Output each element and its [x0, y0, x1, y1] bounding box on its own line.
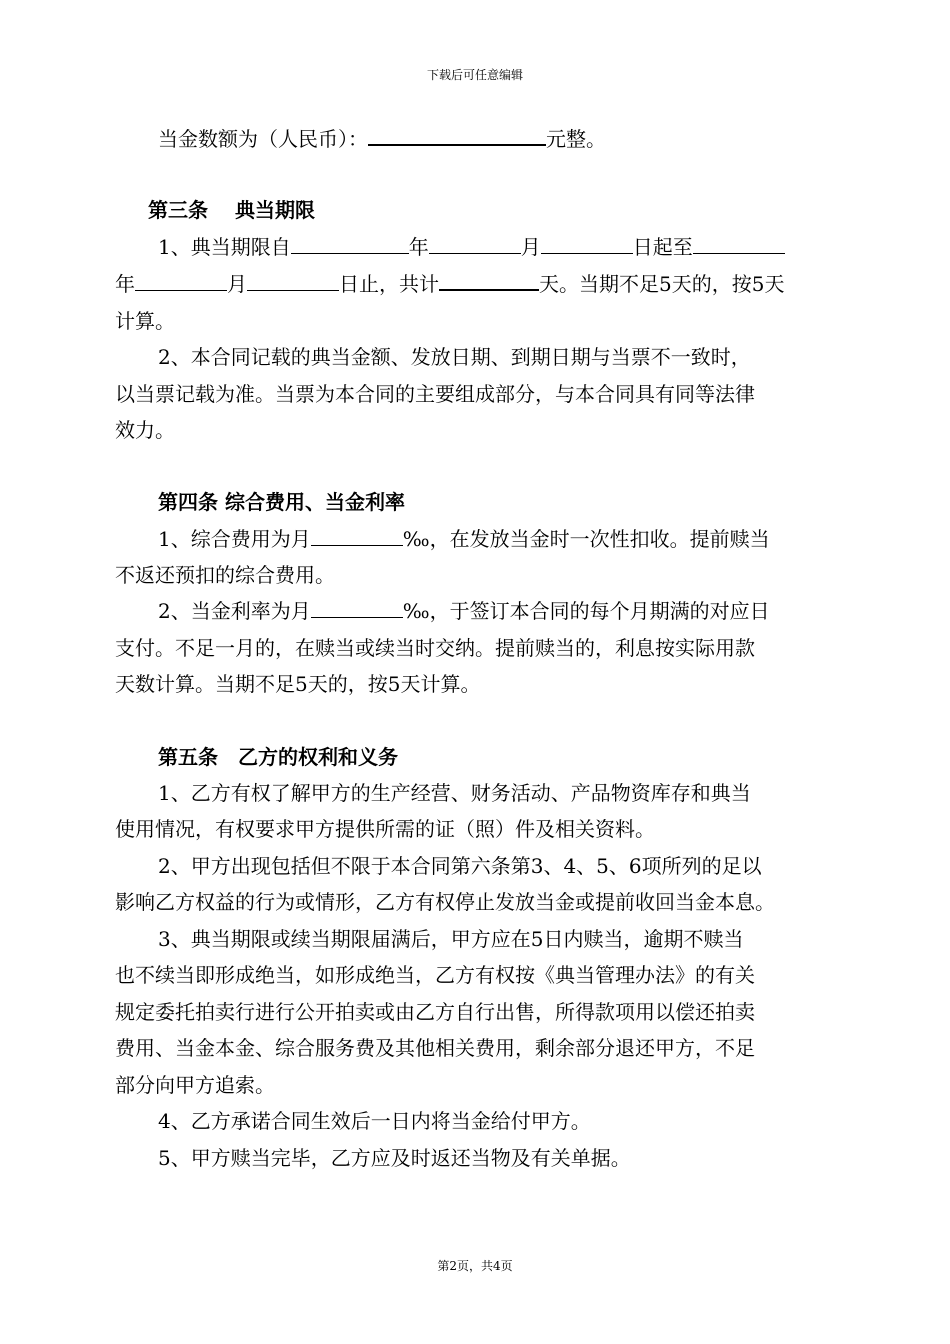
end-day-blank[interactable]	[247, 270, 339, 291]
amount-suffix: 元整。	[546, 127, 606, 151]
end-year-blank[interactable]	[693, 233, 785, 254]
text: 月	[520, 235, 541, 259]
art5-p1-line2: 使用情况，有权要求甲方提供所需的证（照）件及相关资料。	[115, 817, 655, 841]
amount-blank[interactable]	[368, 124, 546, 146]
art5-p3-line1: 3、典当期限或续当期限届满后，甲方应在5日内赎当，逾期不赎当	[158, 927, 744, 951]
end-month-blank[interactable]	[135, 270, 227, 291]
art5-p5-line1: 5、甲方赎当完毕，乙方应及时返还当物及有关单据。	[158, 1146, 631, 1170]
text: 年	[408, 235, 429, 259]
text: 日起至	[632, 235, 693, 259]
art3-p2-line2: 以当票记载为准。当票为本合同的主要组成部分，与本合同具有同等法律	[115, 382, 755, 406]
art5-p1-line1: 1、乙方有权了解甲方的生产经营、财务活动、产品物资库存和典当	[158, 781, 751, 805]
art4-p2-line1	[158, 597, 883, 625]
article-4-title: 第四条 综合费用、当金利率	[158, 490, 405, 514]
art4-p2-line3: 天数计算。当期不足5天的，按5天计算。	[115, 672, 481, 696]
text: 年	[115, 272, 135, 296]
text: ‰，于签订本合同的每个月期满的对应日	[402, 599, 770, 623]
art5-p3-line2: 也不续当即形成绝当，如形成绝当，乙方有权按《典当管理办法》的有关	[115, 963, 755, 987]
art3-p1-line2	[115, 269, 840, 298]
total-days-blank[interactable]	[439, 269, 539, 291]
text: 2、当金利率为月	[158, 599, 311, 623]
start-year-blank[interactable]	[291, 233, 409, 254]
page-number: 第2页，共4页	[437, 1259, 513, 1273]
fee-rate-blank[interactable]	[311, 525, 403, 546]
art3-p2-line1: 2、本合同记载的典当金额、发放日期、到期日期与当票不一致时，	[158, 345, 751, 369]
art4-p1-line1	[158, 525, 883, 553]
interest-rate-blank[interactable]	[311, 597, 403, 618]
article-5-title: 第五条 乙方的权利和义务	[158, 745, 398, 769]
text: 天。当期不足5天的，按5天	[539, 272, 785, 296]
art4-p1-line2: 不返还预扣的综合费用。	[115, 563, 335, 587]
start-day-blank[interactable]	[541, 233, 633, 254]
start-month-blank[interactable]	[429, 233, 521, 254]
amount-prefix: 当金数额为（人民币）：	[158, 127, 368, 151]
page-header: 下载后可任意编辑	[426, 68, 523, 82]
article-3-title: 第三条 典当期限	[148, 198, 315, 222]
text: ‰，在发放当金时一次性扣收。提前赎当	[402, 527, 770, 551]
art5-p3-line3: 规定委托拍卖行进行公开拍卖或由乙方自行出售，所得款项用以偿还拍卖	[115, 1000, 755, 1024]
text: 1、综合费用为月	[158, 527, 311, 551]
art4-p2-line2: 支付。不足一月的，在赎当或续当时交纳。提前赎当的，利息按实际用款	[115, 636, 755, 660]
text: 1、典当期限自	[158, 235, 291, 259]
art5-p3-line4: 费用、当金本金、综合服务费及其他相关费用，剩余部分退还甲方，不足	[115, 1036, 755, 1060]
text: 月	[227, 272, 247, 296]
art5-p2-line2: 影响乙方权益的行为或情形，乙方有权停止发放当金或提前收回当金本息。	[115, 890, 775, 914]
art5-p3-line5: 部分向甲方追索。	[115, 1073, 275, 1097]
text: 日止，共计	[339, 272, 439, 296]
art3-p1-line1	[158, 233, 883, 261]
art5-p4-line1: 4、乙方承诺合同生效后一日内将当金给付甲方。	[158, 1109, 591, 1133]
art5-p2-line1: 2、甲方出现包括但不限于本合同第六条第3、4、5、6项所列的足以	[158, 854, 762, 878]
art3-p1-line3: 计算。	[115, 309, 175, 333]
amount-line	[158, 124, 883, 153]
art3-p2-line3: 效力。	[115, 418, 175, 442]
